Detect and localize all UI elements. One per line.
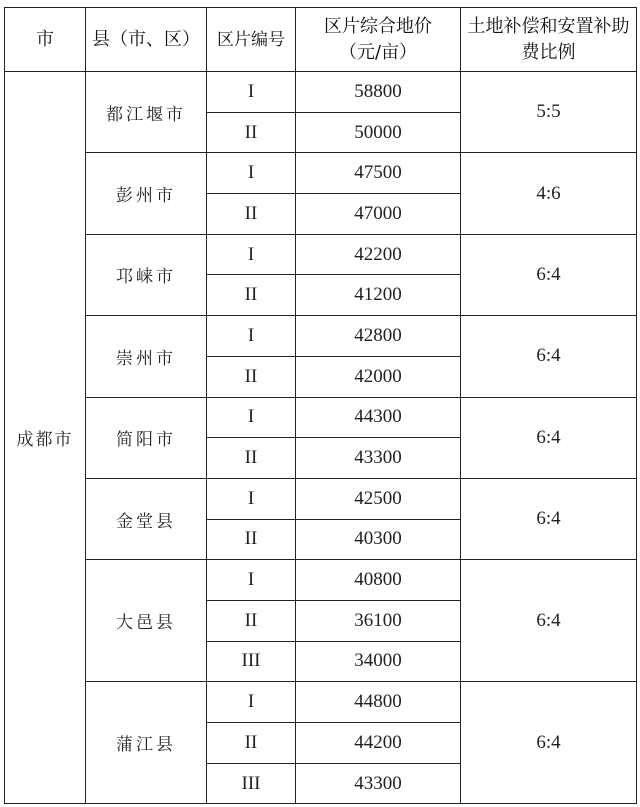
county-cell: 大邑县 <box>86 560 207 682</box>
zone-id-cell: II <box>207 723 296 764</box>
ratio-cell: 6:4 <box>461 478 637 559</box>
price-cell: 40800 <box>296 560 461 601</box>
header-ratio-label: 土地补偿和安置补助费比例 <box>467 15 630 63</box>
table-row <box>5 153 637 194</box>
price-cell: 44300 <box>296 397 461 438</box>
zone-id-cell: II <box>207 600 296 641</box>
county-cell: 蒲江县 <box>86 682 207 804</box>
price-cell: 44200 <box>296 723 461 764</box>
ratio-cell: 5:5 <box>461 72 637 153</box>
table-row <box>5 316 637 357</box>
county-cell: 崇州市 <box>86 316 207 397</box>
header-county: 县（市、区） <box>86 8 207 72</box>
zone-id-cell: II <box>207 356 296 397</box>
table-row <box>5 682 637 723</box>
zone-id-cell: II <box>207 194 296 235</box>
price-cell: 47500 <box>296 153 461 194</box>
ratio-cell: 6:4 <box>461 560 637 682</box>
header-price-label: 区片综合地价（元/亩） <box>324 15 432 63</box>
price-cell: 44800 <box>296 682 461 723</box>
zone-id-cell: II <box>207 519 296 560</box>
header-zone-id: 区片编号 <box>207 8 296 72</box>
price-cell: 58800 <box>296 72 461 113</box>
zone-id-cell: I <box>207 72 296 113</box>
city-cell: 成都市 <box>5 72 86 804</box>
price-cell: 43300 <box>296 763 461 804</box>
county-cell: 都江堰市 <box>86 72 207 153</box>
ratio-cell: 4:6 <box>461 153 637 234</box>
table-row <box>5 72 637 113</box>
price-cell: 34000 <box>296 641 461 682</box>
zone-id-cell: III <box>207 763 296 804</box>
price-cell: 40300 <box>296 519 461 560</box>
zone-id-cell: I <box>207 397 296 438</box>
zone-id-cell: II <box>207 275 296 316</box>
ratio-cell: 6:4 <box>461 234 637 315</box>
price-cell: 50000 <box>296 112 461 153</box>
zone-id-cell: I <box>207 682 296 723</box>
county-cell: 邛崃市 <box>86 234 207 315</box>
price-cell: 42200 <box>296 234 461 275</box>
zone-id-cell: I <box>207 316 296 357</box>
price-cell: 41200 <box>296 275 461 316</box>
price-cell: 42000 <box>296 356 461 397</box>
ratio-cell: 6:4 <box>461 682 637 804</box>
zone-id-cell: III <box>207 641 296 682</box>
header-city: 市 <box>5 8 86 72</box>
table-row <box>5 478 637 519</box>
table-row <box>5 397 637 438</box>
zone-id-cell: I <box>207 153 296 194</box>
price-cell: 42800 <box>296 316 461 357</box>
price-cell: 43300 <box>296 438 461 479</box>
price-cell: 36100 <box>296 600 461 641</box>
table-row <box>5 234 637 275</box>
land-price-table <box>4 7 637 804</box>
ratio-cell: 6:4 <box>461 397 637 478</box>
table-header-row <box>5 8 637 72</box>
zone-id-cell: I <box>207 234 296 275</box>
table-row <box>5 560 637 601</box>
county-cell: 彭州市 <box>86 153 207 234</box>
zone-id-cell: II <box>207 438 296 479</box>
price-cell: 47000 <box>296 194 461 235</box>
zone-id-cell: II <box>207 112 296 153</box>
header-ratio <box>461 8 637 72</box>
county-cell: 简阳市 <box>86 397 207 478</box>
zone-id-cell: I <box>207 560 296 601</box>
ratio-cell: 6:4 <box>461 316 637 397</box>
zone-id-cell: I <box>207 478 296 519</box>
table-body <box>5 72 637 804</box>
price-cell: 42500 <box>296 478 461 519</box>
header-price <box>296 8 461 72</box>
county-cell: 金堂县 <box>86 478 207 559</box>
